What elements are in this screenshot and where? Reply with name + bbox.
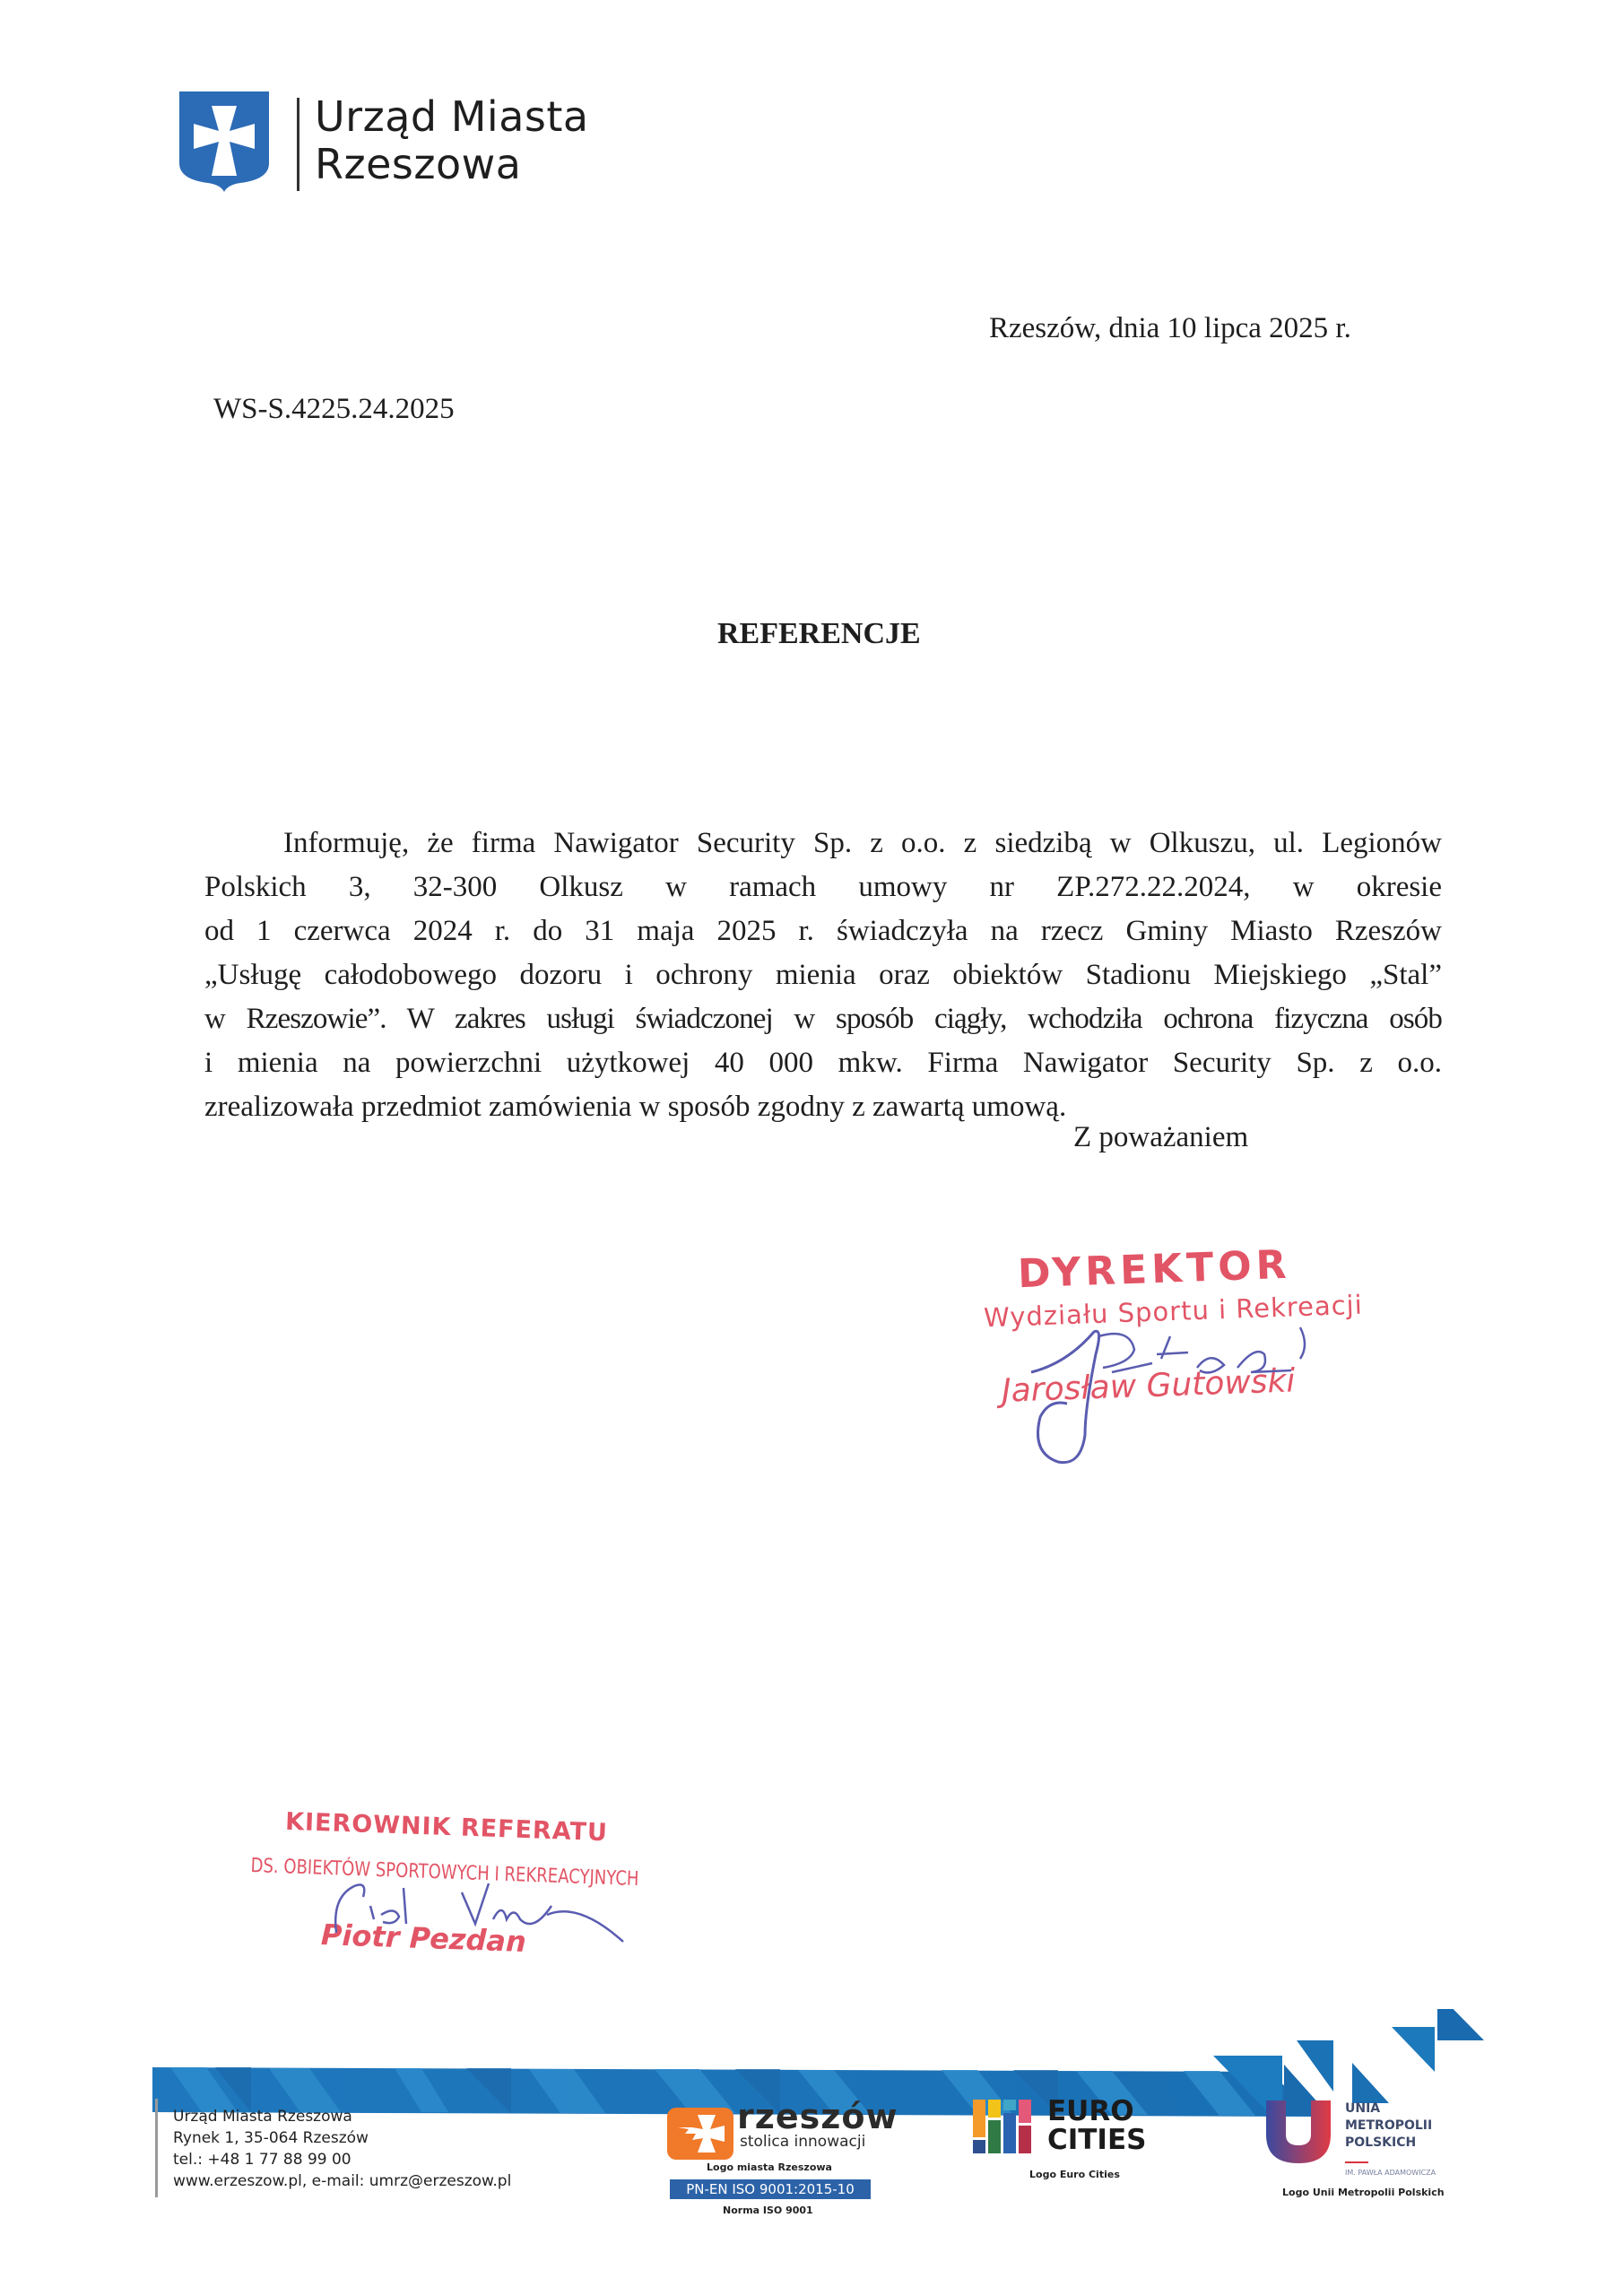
eurocities-logo-name <box>1047 2097 1146 2154</box>
manager-signature-icon <box>318 1870 632 1969</box>
ump-accent-line <box>1345 2161 1368 2163</box>
iso-certification-badge: PN-EN ISO 9001:2015-10 <box>670 2179 871 2199</box>
ump-line-2: METROPOLII <box>1345 2118 1433 2133</box>
body-line: zrealizowała przedmiot zamówienia w sposób zgodny z zawartą umową. <box>204 1091 1067 1123</box>
letter-body <box>204 822 1442 1129</box>
eurocities-caption: Logo Euro Cities <box>1029 2169 1120 2180</box>
director-stamp-title: DYREKTOR <box>1017 1241 1292 1298</box>
reference-number: WS-S.4225.24.2025 <box>213 393 455 425</box>
eurocities-logo-icon <box>973 2100 1034 2153</box>
footer-web-email[interactable]: www.erzeszow.pl, e-mail: umrz@erzeszow.pl <box>173 2172 512 2190</box>
manager-stamp-department: DS. OBIEKTÓW SPORTOWYCH I REKREACYJNYCH <box>250 1855 639 1892</box>
institution-logo-text <box>315 93 589 188</box>
director-stamp-department: Wydziału Sportu i Rekreacji <box>983 1289 1364 1334</box>
logo-line-2: Rzeszowa <box>315 140 522 188</box>
footer-phone: tel.: +48 1 77 88 99 00 <box>173 2151 352 2169</box>
body-line: Polskich 3, 32-300 Olkusz w ramach umowy nr ZP.272.22.2024, w okresie <box>204 871 1442 903</box>
rzeszow-city-logo-icon <box>665 2106 737 2161</box>
footer-institution: Urząd Miasta Rzeszowa <box>173 2108 352 2126</box>
rzeszow-logo-tagline: stolica innowacji <box>740 2133 866 2151</box>
ump-logo-name <box>1345 2100 1432 2152</box>
manager-stamp-title: KIEROWNIK REFERATU <box>284 1807 609 1848</box>
body-line: „Usługę całodobowego dozoru i ochrony mienia oraz obiektów Stadionu Miejskiego „Stal” <box>204 959 1442 991</box>
footer-street: Rynek 1, 35-064 Rzeszów <box>173 2129 369 2147</box>
logo-divider <box>297 98 299 191</box>
ump-line-1: UNIA <box>1345 2101 1381 2116</box>
iso-caption: Norma ISO 9001 <box>723 2205 813 2216</box>
ump-logo-subtitle: IM. PAWŁA ADAMOWICZA <box>1345 2169 1436 2177</box>
eurocities-line-1: EURO <box>1047 2095 1134 2127</box>
eurocities-line-2: CITIES <box>1047 2124 1147 2156</box>
footer-divider <box>155 2099 158 2197</box>
logo-line-1: Urząd Miasta <box>315 92 589 141</box>
rzeszow-logo-caption: Logo miasta Rzeszowa <box>707 2161 832 2173</box>
director-stamp-name: Jarosław Gutowski <box>1001 1362 1297 1410</box>
director-signature-icon <box>995 1300 1354 1471</box>
union-metropolises-logo-icon <box>1263 2100 1334 2165</box>
ump-line-3: POLSKICH <box>1345 2135 1417 2150</box>
body-line: i mienia na powierzchni użytkowej 40 000 mkw. Firma Nawigator Security Sp. z o.o. <box>204 1047 1442 1079</box>
body-line: od 1 czerwca 2024 r. do 31 maja 2025 r. świadczyła na rzecz Gminy Miasto Rzeszów <box>204 915 1442 947</box>
ump-caption: Logo Unii Metropolii Polskich <box>1282 2187 1445 2198</box>
closing-salutation: Z poważaniem <box>1073 1121 1249 1153</box>
letter-title: REFERENCJE <box>717 617 921 650</box>
letter-date: Rzeszów, dnia 10 lipca 2025 r. <box>989 312 1351 344</box>
rzeszow-logo-name: rzeszów <box>737 2097 898 2136</box>
footer-address <box>173 2106 511 2192</box>
body-line: w Rzeszowie”. W zakres usługi świadczonej w sposób ciągły, wchodziła ochrona fizyczna osób <box>204 1003 1442 1035</box>
manager-stamp-name: Piotr Pezdan <box>320 1918 527 1959</box>
body-line: Informuję, że firma Nawigator Security Sp. z o.o. z siedzibą w Olkuszu, ul. Legionów <box>283 827 1442 859</box>
city-coat-of-arms-icon <box>178 90 271 194</box>
